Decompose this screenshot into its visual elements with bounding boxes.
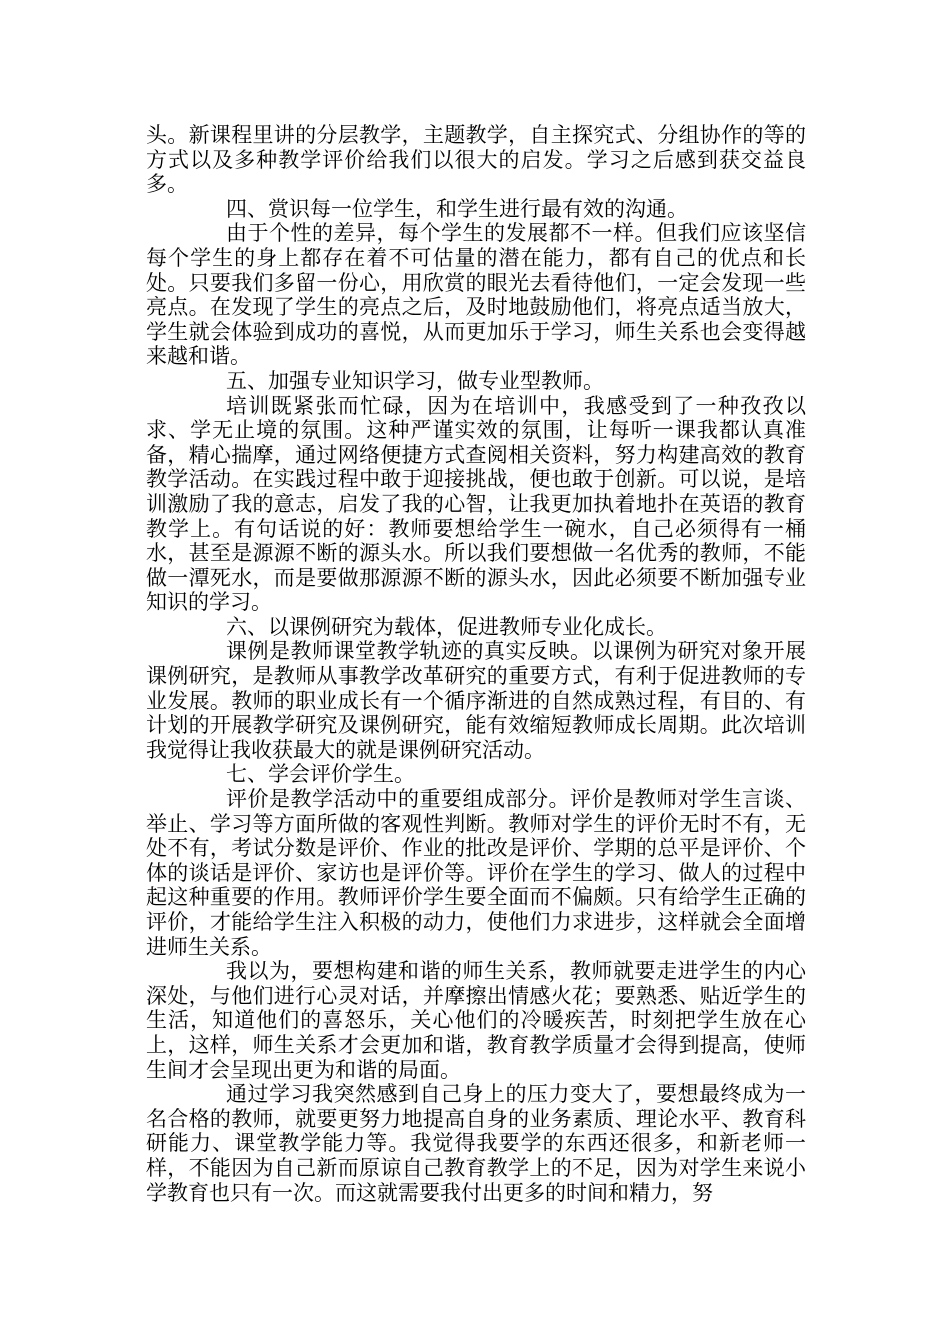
heading-section-7: 七、学会评价学生。 — [226, 762, 415, 787]
paragraph-section-7: 评价是教学活动中的重要组成部分。评价是教师对学生言谈、举止、学习等方面所做的客观性判断。教师对学生的评价无时不有，无处不有，考试分数是评价、作业的批改是评价、学期的总平是评价、个体的谈话是评价、家访也是评价等。评价在学生的学习、做人的过程中起这种重要的作用。教师评价学生要全面而不偏颇。只有给学生正确的评价，才能给学生注入积极的动力，使他们力求进步，这样就会全面增进师生关系。 — [146, 787, 806, 959]
heading-section-4: 四、赏识每一位学生，和学生进行最有效的沟通。 — [226, 196, 688, 221]
paragraph-conclusion: 通过学习我突然感到自己身上的压力变大了，要想最终成为一名合格的教师，就要更努力地提高自身的业务素质、理论水平、教育科研能力、课堂教学能力等。我觉得我要学的东西还很多，和新老师一样，不能因为自己新而原谅自己教育教学上的不足，因为对学生来说小学教育也只有一次。而这就需要我付出更多的时间和精力，努 — [146, 1082, 806, 1205]
paragraph-teacher-student-relation: 我以为，要想构建和谐的师生关系，教师就要走进学生的内心深处，与他们进行心灵对话，并摩擦出情感火花；要熟悉、贴近学生的生活，知道他们的喜怒乐，关心他们的冷暖疾苦，时刻把学生放在心上，这样，师生关系才会更加和谐，教育教学质量才会得到提高，使师生间才会呈现出更为和谐的局面。 — [146, 959, 806, 1082]
heading-section-6: 六、以课例研究为载体，促进教师专业化成长。 — [226, 614, 667, 639]
paragraph-section-4: 由于个性的差异，每个学生的发展都不一样。但我们应该坚信每个学生的身上都存在着不可估量的潜在能力，都有自己的优点和长处。只要我们多留一份心，用欣赏的眼光去看待他们，一定会发现一些亮点。在发现了学生的亮点之后，及时地鼓励他们，将亮点适当放大，学生就会体验到成功的喜悦，从而更加乐于学习，师生关系也会变得越来越和谐。 — [146, 221, 806, 369]
paragraph-section-6: 课例是教师课堂教学轨迹的真实反映。以课例为研究对象开展课例研究，是教师从事教学改革研究的重要方式，有利于促进教师的专业发展。教师的职业成长有一个循序渐进的自然成熟过程，有目的、有计划的开展教学研究及课例研究，能有效缩短教师成长周期。此次培训我觉得让我收获最大的就是课例研究活动。 — [146, 639, 806, 762]
paragraph-section-5: 培训既紧张而忙碌，因为在培训中，我感受到了一种孜孜以求、学无止境的氛围。这种严谨实效的氛围，让每听一课我都认真准备，精心揣摩，通过网络便捷方式查阅相关资料，努力构建高效的教育教学活动。在实践过程中敢于迎接挑战，便也敢于创新。可以说，是培训激励了我的意志，启发了我的心智，让我更加执着地扑在英语的教育教学上。有句话说的好：教师要想给学生一碗水，自己必须得有一桶水，甚至是源源不断的源头水。所以我们要想做一名优秀的教师，不能做一潭死水，而是要做那源源不断的源头水，因此必须要不断加强专业知识的学习。 — [146, 393, 806, 615]
paragraph-continuation: 头。新课程里讲的分层教学，主题教学，自主探究式、分组协作的等的方式以及多种教学评价给我们以很大的启发。学习之后感到获交益良多。 — [146, 123, 806, 197]
document-page — [146, 123, 806, 1205]
heading-section-5: 五、加强专业知识学习，做专业型教师。 — [226, 368, 604, 393]
